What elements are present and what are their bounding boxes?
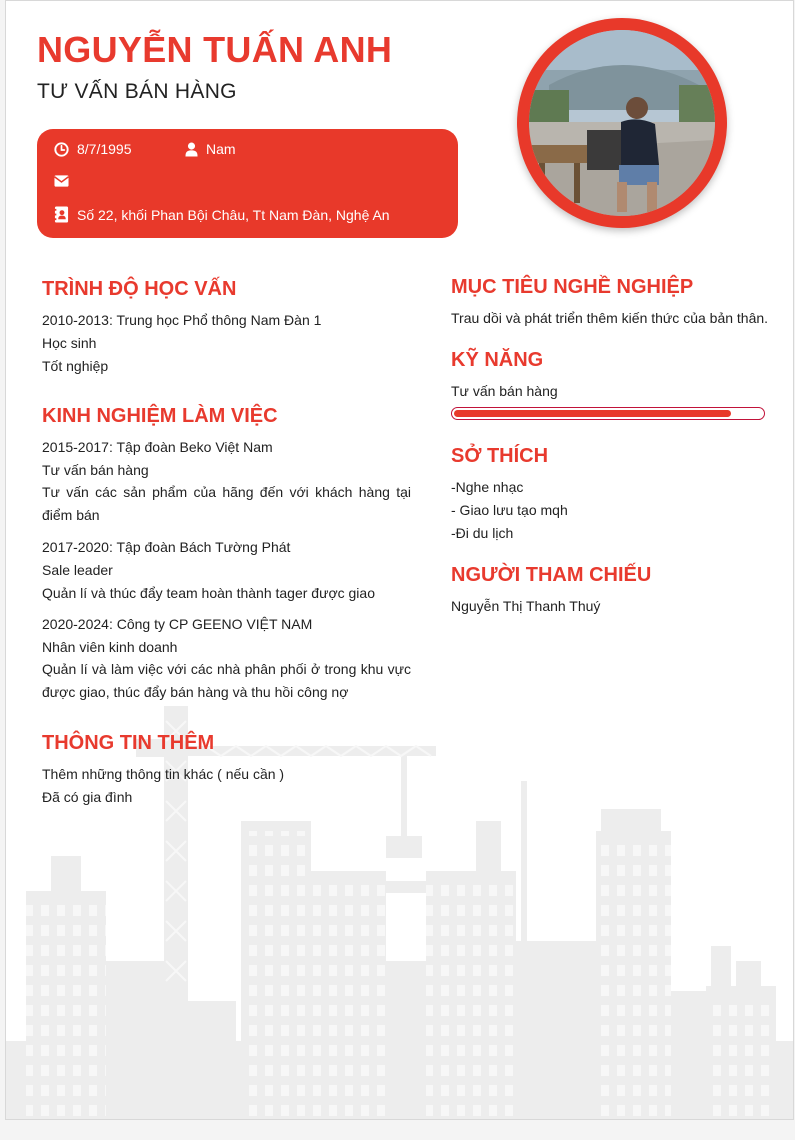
experience-description: Tư vấn các sản phẩm của hãng đến với khách hàng tại điểm bán <box>42 484 411 523</box>
skills-heading: KỸ NĂNG <box>451 349 544 371</box>
hobbies-heading: SỞ THÍCH <box>451 445 549 467</box>
skill-level-bar <box>451 407 765 420</box>
objective-text: Trau dồi và phát triển thêm kiến thức của bản thân. <box>451 310 769 326</box>
extra-info-line: Thêm những thông tin khác ( nếu cần ) <box>42 766 285 782</box>
profile-photo <box>529 30 715 216</box>
hobby-item: -Đi du lịch <box>451 525 514 541</box>
email-row <box>54 174 77 188</box>
full-name: NGUYỄN TUẤN ANH <box>37 29 393 70</box>
birthday-row <box>54 141 132 157</box>
education-period: 2010-2013: Trung học Phổ thông Nam Đàn 1 <box>42 312 322 328</box>
education-heading: TRÌNH ĐỘ HỌC VẤN <box>42 278 237 300</box>
contact-book-icon <box>54 206 69 223</box>
gender-value: Nam <box>206 141 236 157</box>
clock-icon <box>54 142 69 157</box>
hobby-item: - Giao lưu tạo mqh <box>451 502 568 518</box>
avatar <box>517 18 727 228</box>
extra-info-line: Đã có gia đình <box>42 789 133 805</box>
gender-row <box>185 141 236 157</box>
reference-name: Nguyễn Thị Thanh Thuý <box>451 598 601 614</box>
experience-role: Tư vấn bán hàng <box>42 462 149 478</box>
address-value: Số 22, khối Phan Bội Châu, Tt Nam Đàn, Nghệ An <box>77 206 390 223</box>
skill-level-fill <box>454 410 731 417</box>
envelope-icon <box>54 174 69 188</box>
education-result: Tốt nghiệp <box>42 358 109 374</box>
user-icon <box>185 142 198 157</box>
experience-period: 2017-2020: Tập đoàn Bách Tường Phát <box>42 539 291 555</box>
experience-description: Quản lí và thúc đẩy team hoàn thành tager được giao <box>42 585 375 601</box>
address-row <box>54 206 390 223</box>
education-major: Học sinh <box>42 335 97 351</box>
contact-info-box <box>37 129 458 238</box>
birthday-value: 8/7/1995 <box>77 141 132 157</box>
hobby-item: -Nghe nhạc <box>451 479 524 495</box>
experience-role: Sale leader <box>42 562 113 578</box>
references-heading: NGƯỜI THAM CHIẾU <box>451 564 652 586</box>
job-title: TƯ VẤN BÁN HÀNG <box>37 80 237 103</box>
skill-name: Tư vấn bán hàng <box>451 383 558 399</box>
experience-period: 2020-2024: Công ty CP GEENO VIỆT NAM <box>42 616 313 632</box>
experience-description: Quản lí và làm việc với các nhà phân phối ở trong khu vực được giao, thúc đẩy bán hàng và thu hồi công nợ <box>42 661 411 700</box>
experience-role: Nhân viên kinh doanh <box>42 639 178 655</box>
objective-heading: MỤC TIÊU NGHỀ NGHIỆP <box>451 276 694 298</box>
extra-info-heading: THÔNG TIN THÊM <box>42 732 215 754</box>
experience-heading: KINH NGHIỆM LÀM VIỆC <box>42 405 278 427</box>
experience-period: 2015-2017: Tập đoàn Beko Việt Nam <box>42 439 273 455</box>
resume-page <box>5 0 794 1120</box>
